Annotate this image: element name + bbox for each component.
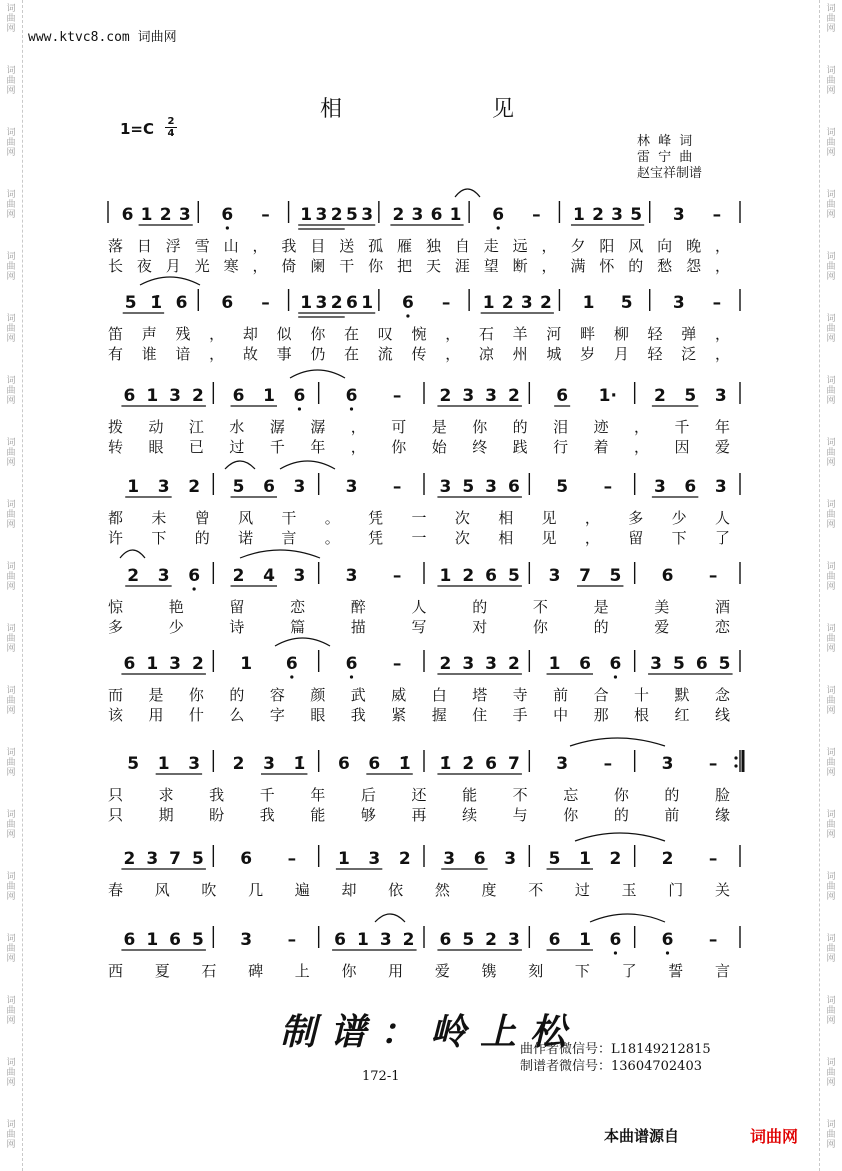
repeat-dot bbox=[734, 756, 737, 759]
note: 6 bbox=[169, 930, 182, 950]
octave-dot bbox=[298, 407, 301, 410]
note: 2 bbox=[191, 386, 204, 406]
note: 5 bbox=[124, 293, 137, 313]
note: 2 bbox=[330, 205, 343, 225]
watermark-text: 词 曲 网 bbox=[6, 934, 16, 964]
watermark-text: 词 曲 网 bbox=[6, 252, 16, 282]
note: 5 bbox=[630, 205, 643, 225]
watermark-text: 词 曲 网 bbox=[826, 500, 836, 530]
note: 5 bbox=[462, 930, 475, 950]
watermark-text: 词 曲 网 bbox=[6, 624, 16, 654]
lyric-line: 笛声残，却似你在叹惋，石羊河畔柳轻弹， bbox=[108, 325, 730, 343]
watermark-text: 词 曲 网 bbox=[6, 438, 16, 468]
composer: 雷 宁 曲 bbox=[637, 150, 695, 165]
lyric-line: 落日浮雪山，我目送孤雁独自走远，夕阳风向晚， bbox=[108, 237, 730, 255]
octave-dot bbox=[666, 951, 669, 954]
watermark-text: 词 曲 网 bbox=[826, 376, 836, 406]
note: 5 bbox=[609, 566, 622, 586]
song-title: 相见 bbox=[320, 97, 665, 122]
note: 1 bbox=[439, 566, 452, 586]
watermark-text: 词 曲 网 bbox=[826, 190, 836, 220]
note: 3 bbox=[379, 930, 392, 950]
note: 5 bbox=[462, 477, 475, 497]
octave-dot bbox=[350, 675, 353, 678]
note: 3 bbox=[169, 654, 182, 674]
note: 5 bbox=[232, 477, 245, 497]
slur bbox=[120, 550, 145, 558]
note: 3 bbox=[169, 386, 182, 406]
page-number: 172-1 bbox=[362, 1069, 400, 1084]
note: 3 bbox=[293, 566, 306, 586]
note: 2 bbox=[439, 654, 452, 674]
note: 5 bbox=[346, 205, 358, 225]
lyric-line: 而是你的容颜武威白塔寺前合十默念 bbox=[108, 686, 730, 704]
note: 2 bbox=[592, 205, 604, 225]
octave-dot bbox=[614, 675, 617, 678]
note: 3 bbox=[653, 477, 666, 497]
note: 4 bbox=[263, 566, 275, 586]
note: 3 bbox=[146, 849, 159, 869]
note: 6 bbox=[661, 930, 674, 950]
note: 3 bbox=[157, 477, 170, 497]
note: – bbox=[708, 754, 718, 774]
arranger: 赵宝祥制谱 bbox=[637, 166, 703, 181]
note: – bbox=[708, 930, 718, 950]
octave-dot bbox=[226, 226, 229, 229]
note: 6 bbox=[439, 930, 452, 950]
slur bbox=[290, 370, 345, 378]
note: 1 bbox=[127, 477, 140, 497]
lyric-line: 只期盼我能够再续与你的前缘 bbox=[108, 806, 730, 824]
note: 1 bbox=[482, 293, 495, 313]
lyric-line: 许下的诺言。凭一次相见，留下了 bbox=[108, 529, 730, 547]
note: 3 bbox=[507, 930, 520, 950]
watermark-text: 词 曲 网 bbox=[6, 376, 16, 406]
watermark-text: 词 曲 网 bbox=[6, 748, 16, 778]
note: 1 bbox=[140, 205, 153, 225]
key-signature: 1=C bbox=[120, 120, 155, 138]
note: 3 bbox=[556, 754, 569, 774]
note: – bbox=[392, 477, 402, 497]
note: 2 bbox=[609, 849, 622, 869]
note: 3 bbox=[315, 293, 328, 313]
watermark-text: 词 曲 网 bbox=[826, 314, 836, 344]
signature: 制谱：岭上松 bbox=[280, 1011, 581, 1053]
octave-dot bbox=[193, 587, 196, 590]
lyric-line: 有谁谙，故事仍在流传，凉州城岁月轻泛， bbox=[108, 345, 730, 363]
note: 2 bbox=[392, 205, 405, 225]
octave-dot bbox=[614, 951, 617, 954]
note: 6 bbox=[684, 477, 697, 497]
note: 3 bbox=[462, 386, 475, 406]
note: 2 bbox=[402, 930, 415, 950]
note: 1 bbox=[579, 930, 591, 950]
site-url[interactable]: www.ktvc8.com 词曲网 bbox=[28, 30, 177, 45]
note: 3 bbox=[345, 477, 358, 497]
note: – bbox=[712, 293, 722, 313]
lyricist: 林 峰 词 bbox=[637, 134, 695, 149]
note: 3 bbox=[293, 477, 306, 497]
lyric-line: 只求我千年后还能不忘你的脸 bbox=[108, 786, 730, 804]
watermark-text: 词 曲 网 bbox=[6, 190, 16, 220]
note: 3 bbox=[548, 566, 561, 586]
note: 3 bbox=[650, 654, 663, 674]
note: 1· bbox=[598, 386, 617, 406]
watermark-text: 词 曲 网 bbox=[6, 686, 16, 716]
watermark-text: 词 曲 网 bbox=[6, 314, 16, 344]
meter-bottom: 4 bbox=[167, 128, 175, 139]
lyric-line: 都未曾风干。凭一次相见，多少人 bbox=[108, 509, 730, 527]
note: 6 bbox=[507, 477, 520, 497]
slur bbox=[225, 461, 255, 469]
note: 6 bbox=[175, 293, 188, 313]
note: 6 bbox=[492, 205, 505, 225]
slur bbox=[375, 914, 405, 922]
note: 6 bbox=[346, 293, 358, 313]
note: – bbox=[708, 566, 718, 586]
watermark-text: 词 曲 网 bbox=[6, 500, 16, 530]
watermark-text: 词 曲 网 bbox=[826, 810, 836, 840]
note: 6 bbox=[188, 566, 201, 586]
note: 3 bbox=[157, 566, 170, 586]
octave-dot bbox=[406, 314, 409, 317]
note: 6 bbox=[121, 205, 134, 225]
note: 2 bbox=[123, 849, 136, 869]
note: 6 bbox=[123, 930, 136, 950]
note: 3 bbox=[263, 754, 275, 774]
note: 6 bbox=[285, 654, 298, 674]
watermark-text: 词 曲 网 bbox=[826, 624, 836, 654]
lyric-line: 拨动江水潺潺，可是你的泪迹，千年 bbox=[108, 418, 730, 436]
note: 1 bbox=[573, 205, 585, 225]
watermark-text: 词 曲 网 bbox=[6, 872, 16, 902]
note: 6 bbox=[485, 754, 498, 774]
note: 1 bbox=[157, 754, 170, 774]
meter-top: 2 bbox=[167, 116, 175, 127]
note: 6 bbox=[232, 386, 245, 406]
note: 6 bbox=[473, 849, 486, 869]
note: 1 bbox=[579, 849, 591, 869]
note: 5 bbox=[507, 566, 520, 586]
note: 6 bbox=[345, 654, 358, 674]
arranger-wechat: 制谱者微信号：13604702403 bbox=[520, 1059, 702, 1074]
note: – bbox=[392, 386, 402, 406]
watermark-text: 词 曲 网 bbox=[826, 66, 836, 96]
note: 2̇ bbox=[462, 754, 475, 774]
source-site-link[interactable]: 词曲网 bbox=[750, 1127, 799, 1146]
note: 1 bbox=[337, 849, 350, 869]
note: 3 bbox=[361, 205, 374, 225]
watermark-text: 词 曲 网 bbox=[6, 810, 16, 840]
note: 1̇ bbox=[293, 754, 306, 774]
note: 5 bbox=[127, 754, 140, 774]
note: 6 bbox=[556, 386, 569, 406]
note: 2 bbox=[159, 205, 172, 225]
note: 2 bbox=[501, 293, 514, 313]
lyric-line: 转眼已过千年，你始终践行着，因爱 bbox=[108, 438, 730, 456]
note: 3 bbox=[240, 930, 253, 950]
note: 6 bbox=[695, 654, 708, 674]
watermark-text: 词 曲 网 bbox=[826, 1120, 836, 1150]
note: 6 bbox=[548, 930, 561, 950]
note: 6 bbox=[123, 386, 136, 406]
note: 6 bbox=[334, 930, 347, 950]
note: 6 bbox=[485, 566, 498, 586]
note: – bbox=[261, 205, 270, 225]
note: 5 bbox=[548, 849, 561, 869]
note: 2 bbox=[539, 293, 552, 313]
note: – bbox=[287, 930, 297, 950]
note: 6 bbox=[661, 566, 674, 586]
slur bbox=[575, 833, 665, 841]
note: 3 bbox=[368, 849, 381, 869]
note: 2 bbox=[661, 849, 674, 869]
watermark-text: 词 曲 网 bbox=[826, 1058, 836, 1088]
lyric-line: 长夜月光寒，倚阑干你把天涯望断，满怀的愁怨， bbox=[108, 257, 730, 275]
note: 2 bbox=[330, 293, 343, 313]
note: 3 bbox=[611, 205, 624, 225]
note: 2 bbox=[232, 566, 245, 586]
note: 6 bbox=[430, 205, 443, 225]
lyric-line: 惊艳留恋醉人的不是美酒 bbox=[108, 598, 730, 616]
watermark-text: 词 曲 网 bbox=[826, 872, 836, 902]
note: 5 bbox=[556, 477, 569, 497]
note: 5 bbox=[718, 654, 731, 674]
watermark-text: 词 曲 网 bbox=[6, 4, 16, 34]
watermark-text: 词 曲 网 bbox=[6, 1120, 16, 1150]
note: 6 bbox=[221, 205, 234, 225]
watermark-text: 词 曲 网 bbox=[826, 562, 836, 592]
note: – bbox=[603, 754, 613, 774]
note: 3 bbox=[672, 205, 685, 225]
octave-dot bbox=[290, 675, 293, 678]
note: 1 bbox=[361, 293, 374, 313]
note: 5 bbox=[672, 654, 685, 674]
note: 1 bbox=[146, 654, 159, 674]
note: 1 bbox=[449, 205, 462, 225]
note: 3 bbox=[178, 205, 191, 225]
note: 1 bbox=[300, 205, 313, 225]
slur bbox=[275, 638, 330, 646]
note: – bbox=[287, 849, 297, 869]
note: 3 bbox=[443, 849, 456, 869]
note: 3 bbox=[714, 386, 727, 406]
watermark-text: 词 曲 网 bbox=[6, 66, 16, 96]
note: 3 bbox=[485, 477, 498, 497]
note: 6 bbox=[368, 754, 381, 774]
note: 1̇ bbox=[439, 754, 452, 774]
slur bbox=[590, 914, 665, 922]
watermark-text: 词 曲 网 bbox=[826, 934, 836, 964]
note: 6 bbox=[609, 930, 622, 950]
contacts bbox=[520, 1041, 711, 1075]
note: 3 bbox=[485, 386, 498, 406]
note: 3 bbox=[411, 205, 424, 225]
note: 6 bbox=[240, 849, 253, 869]
note: 3 bbox=[188, 754, 201, 774]
note: 7 bbox=[169, 849, 182, 869]
source-label: 本曲谱源自 bbox=[604, 1127, 680, 1145]
note: 3 bbox=[504, 849, 517, 869]
octave-dot bbox=[350, 407, 353, 410]
slur bbox=[140, 277, 200, 285]
slur bbox=[455, 189, 480, 197]
note: 2 bbox=[507, 386, 520, 406]
note: 3 bbox=[714, 477, 727, 497]
note: 1 bbox=[300, 293, 313, 313]
note: 2 bbox=[232, 754, 245, 774]
note: 2 bbox=[485, 930, 498, 950]
octave-dot bbox=[497, 226, 500, 229]
note: 2 bbox=[507, 654, 520, 674]
note: 2 bbox=[127, 566, 140, 586]
note: – bbox=[261, 293, 270, 313]
note: 1 bbox=[146, 930, 159, 950]
watermark-text: 词 曲 网 bbox=[826, 128, 836, 158]
watermark-text: 词 曲 网 bbox=[6, 128, 16, 158]
note: 2 bbox=[188, 477, 201, 497]
note: – bbox=[532, 205, 541, 225]
watermark-text: 词 曲 网 bbox=[826, 438, 836, 468]
note: 3 bbox=[462, 654, 475, 674]
watermark-text: 词 曲 网 bbox=[826, 4, 836, 34]
note: 5 bbox=[191, 849, 204, 869]
note: 6 bbox=[579, 654, 591, 674]
note: – bbox=[392, 654, 402, 674]
note: 6 bbox=[345, 386, 358, 406]
note: 7 bbox=[579, 566, 591, 586]
note: 1 bbox=[356, 930, 369, 950]
note: – bbox=[392, 566, 402, 586]
note: – bbox=[441, 293, 451, 313]
watermark-text: 词 曲 网 bbox=[6, 562, 16, 592]
repeat-dot bbox=[734, 764, 737, 767]
lyric-line: 该用什么字眼我紧握住手中那根红线 bbox=[108, 706, 730, 724]
note: 1 bbox=[146, 386, 159, 406]
note: 6 bbox=[609, 654, 622, 674]
note: 1̇ bbox=[398, 754, 411, 774]
composer-wechat: 曲作者微信号：L18149212815 bbox=[520, 1042, 711, 1057]
note: 3 bbox=[439, 477, 452, 497]
note: 1 bbox=[582, 293, 595, 313]
watermark-text: 词 曲 网 bbox=[826, 252, 836, 282]
note: 1 bbox=[240, 654, 253, 674]
lyric-line: 春风吹几遍却依然度不过玉门关 bbox=[108, 881, 730, 899]
note: 3 bbox=[520, 293, 533, 313]
slur bbox=[570, 738, 665, 746]
lyric-line: 多少诗篇描写对你的爱恋 bbox=[108, 618, 730, 636]
note: 2 bbox=[462, 566, 475, 586]
note: 3 bbox=[345, 566, 358, 586]
note: 6 bbox=[293, 386, 306, 406]
note: 2 bbox=[439, 386, 452, 406]
note: 6 bbox=[123, 654, 136, 674]
note: 6 bbox=[337, 754, 350, 774]
note: 3 bbox=[672, 293, 685, 313]
note: 6 bbox=[402, 293, 414, 313]
note: 3 bbox=[315, 205, 328, 225]
note: 5 bbox=[684, 386, 697, 406]
note: 2 bbox=[191, 654, 204, 674]
watermark-text: 词 曲 网 bbox=[826, 686, 836, 716]
watermark-text: 词 曲 网 bbox=[826, 996, 836, 1026]
note: 6 bbox=[221, 293, 234, 313]
watermark-text: 词 曲 网 bbox=[6, 1058, 16, 1088]
note: 3 bbox=[661, 754, 674, 774]
note: – bbox=[708, 849, 718, 869]
slur bbox=[280, 461, 335, 469]
note: 1 bbox=[548, 654, 561, 674]
note: 6 bbox=[263, 477, 275, 497]
note: 2 bbox=[653, 386, 666, 406]
watermark-text: 词 曲 网 bbox=[826, 748, 836, 778]
note: 5 bbox=[191, 930, 204, 950]
slur bbox=[240, 550, 320, 558]
note: 3 bbox=[485, 654, 498, 674]
note: 1̇ bbox=[150, 293, 163, 313]
note: – bbox=[603, 477, 613, 497]
note: 5 bbox=[620, 293, 633, 313]
note: 2 bbox=[398, 849, 411, 869]
note: 7 bbox=[507, 754, 520, 774]
watermark-text: 词 曲 网 bbox=[6, 996, 16, 1026]
note: – bbox=[712, 205, 722, 225]
lyric-line: 西夏石碑上你用爱镌刻下了誓言 bbox=[108, 962, 730, 980]
note: 1 bbox=[263, 386, 275, 406]
